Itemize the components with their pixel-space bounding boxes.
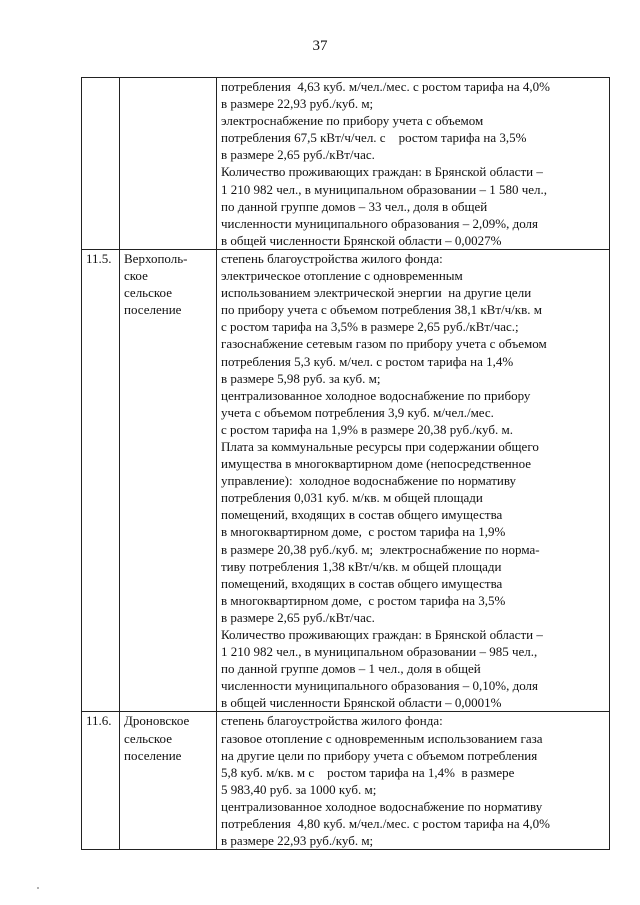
description-line: в размере 2,65 руб./кВт/час. [221, 609, 375, 625]
settlement-name-line: сельское [124, 730, 172, 746]
description-line: численности муниципального образования – 0,10%, доля [221, 678, 539, 694]
table-row [82, 249, 610, 712]
row-number-cell [82, 78, 120, 250]
table-body [82, 78, 610, 850]
description-line: в размере 22,93 руб./куб. м; [221, 833, 374, 849]
row-number-cell: 11.6. [82, 712, 120, 850]
description-line: Плата за коммунальные ресурсы при содержании общего [221, 438, 539, 454]
description-cell [217, 249, 610, 712]
description-cell [217, 712, 610, 850]
description-line: Количество проживающих граждан: в Брянской области – [221, 164, 543, 180]
settlement-name-cell [120, 249, 217, 712]
description-line: 1 210 982 чел., в муниципальном образовании – 985 чел., [221, 644, 538, 660]
scan-speck [37, 887, 39, 889]
description-line: учета с объемом потребления 3,9 куб. м/чел./мес. [221, 404, 494, 420]
description-line: степень благоустройства жилого фонда: [221, 713, 443, 729]
description-line: на другие цели по прибору учета с объемом потребления [221, 747, 538, 763]
description-line: газовое отопление с одновременным использованием газа [221, 730, 543, 746]
settlement-name-line: Верхополь- [124, 250, 188, 266]
description-line: 5 983,40 руб. за 1000 куб. м; [221, 781, 377, 797]
page-number: 37 [312, 38, 328, 54]
description-cell [217, 78, 610, 250]
description-line: газоснабжение сетевым газом по прибору учета с объемом [221, 336, 547, 352]
settlement-name-line: Дроновское [124, 713, 190, 729]
description-line: помещений, входящих в состав общего имущества [221, 507, 503, 523]
settlement-name-cell [120, 78, 217, 250]
description-line: в общей численности Брянской области – 0,0001% [221, 695, 502, 711]
table-row [82, 712, 610, 850]
description-line: Количество проживающих граждан: в Брянской области – [221, 627, 543, 642]
description-line: в общей численности Брянской области – 0,0027% [221, 232, 502, 248]
description-line: помещений, входящих в состав общего имущества [221, 575, 503, 591]
description-line: в размере 2,65 руб./кВт/час. [221, 147, 375, 163]
tariff-table [81, 77, 610, 850]
description-line: тиву потребления 1,38 кВт/ч/кв. м общей площади [221, 558, 502, 574]
description-line: с ростом тарифа на 1,9% в размере 20,38 руб./куб. м. [221, 421, 513, 437]
description-line: в размере 20,38 руб./куб. м; электроснабжение по норма- [221, 541, 540, 557]
description-line: численности муниципального образования – 2,09%, доля [221, 215, 539, 231]
description-line: с ростом тарифа на 3,5% в размере 2,65 руб./кВт/час.; [221, 319, 519, 335]
description-line: потребления 67,5 кВт/ч/чел. с ростом тарифа на 3,5% [221, 130, 527, 146]
settlement-name-cell [120, 712, 217, 850]
description-line: электрическое отопление с одновременным [221, 268, 463, 284]
settlement-name-line: ское [124, 268, 148, 284]
description-line: по данной группе домов – 33 чел., доля в общей [221, 198, 488, 214]
description-line: 1 210 982 чел., в муниципальном образовании – 1 580 чел., [221, 181, 548, 197]
description-line: в размере 5,98 руб. за куб. м; [221, 370, 381, 386]
description-line: централизованное холодное водоснабжение по нормативу [221, 798, 543, 814]
description-line: потребления 0,031 куб. м/кв. м общей площади [221, 490, 483, 506]
settlement-name-line: сельское [124, 285, 172, 301]
description-line: электроснабжение по прибору учета с объемом [221, 113, 484, 129]
description-line: управление): холодное водоснабжение по нормативу [221, 473, 517, 489]
settlement-name-line: поселение [124, 747, 182, 763]
description-line: потребления 4,63 куб. м/чел./мес. с ростом тарифа на 4,0% [221, 79, 550, 94]
settlement-name-line: поселение [124, 302, 182, 318]
description-line: по данной группе домов – 1 чел., доля в общей [221, 661, 481, 677]
description-line: в многоквартирном доме, с ростом тарифа на 1,9% [221, 524, 506, 540]
description-line: имущества в многоквартирном доме (непосредственное [221, 456, 532, 472]
table-row [82, 78, 610, 250]
description-line: потребления 5,3 куб. м/чел. с ростом тарифа на 1,4% [221, 353, 514, 369]
description-line: по прибору учета с объемом потребления 38,1 кВт/ч/кв. м [221, 302, 542, 318]
description-line: потребления 4,80 куб. м/чел./мес. с ростом тарифа на 4,0% [221, 816, 550, 832]
description-line: использованием электрической энергии на другие цели [221, 285, 532, 301]
description-line: в размере 22,93 руб./куб. м; [221, 96, 374, 112]
description-line: централизованное холодное водоснабжение по прибору [221, 387, 531, 403]
description-line: степень благоустройства жилого фонда: [221, 250, 443, 266]
description-line: 5,8 куб. м/кв. м с ростом тарифа на 1,4% в размере [221, 764, 515, 780]
row-number-cell: 11.5. [82, 249, 120, 712]
description-line: в многоквартирном доме, с ростом тарифа на 3,5% [221, 592, 506, 608]
